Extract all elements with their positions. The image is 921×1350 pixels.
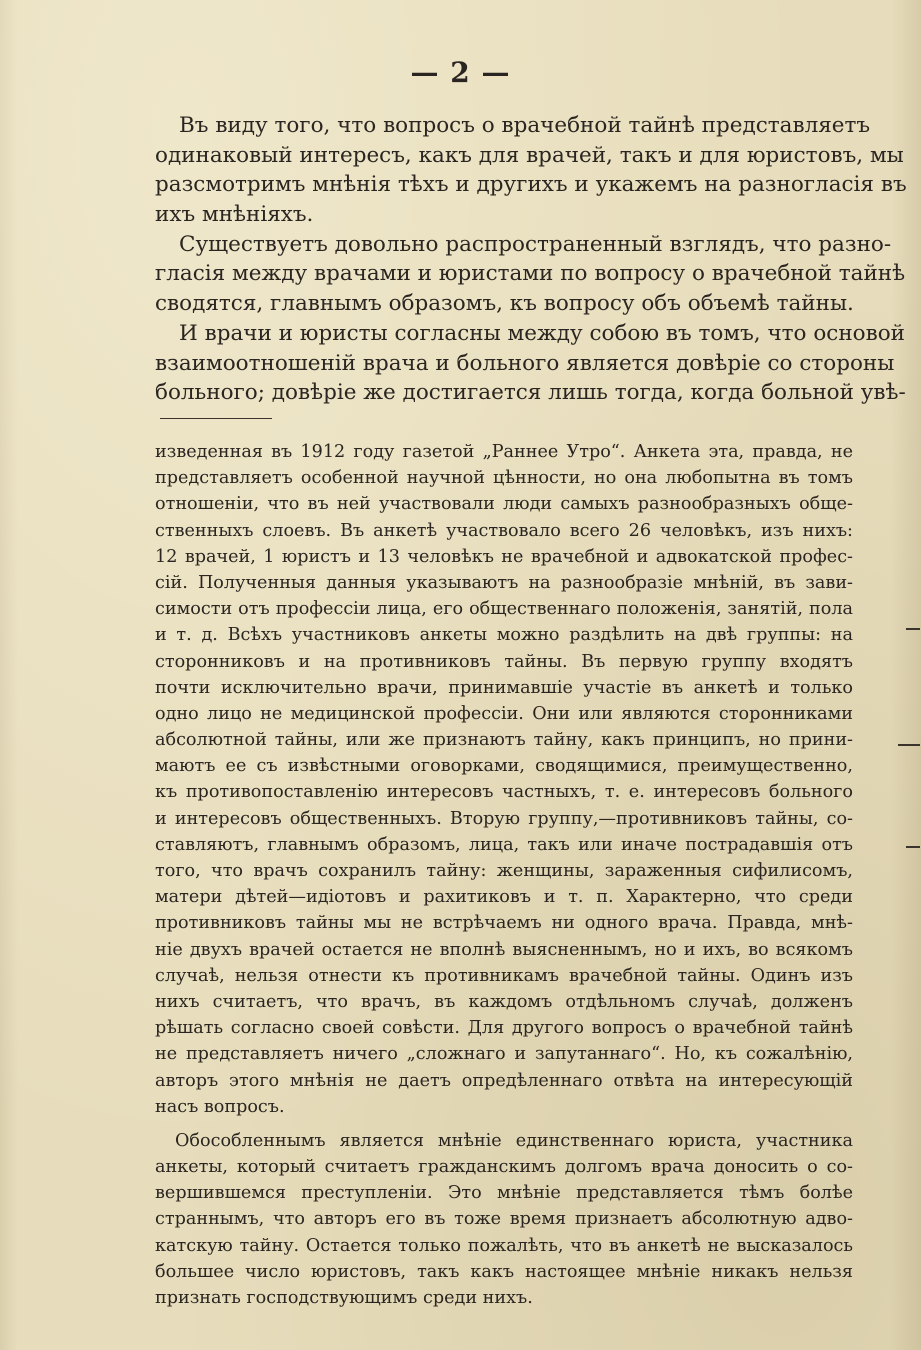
- footnote-line: авторъ этого мнѣнія не даетъ опредѣленнаго отвѣта на интересующій: [155, 1070, 853, 1091]
- footnote-line: нихъ считаетъ, что врачъ, въ каждомъ отдѣльномъ случаѣ, долженъ: [155, 991, 853, 1012]
- footnote-line: катскую тайну. Остается только пожалѣть, что въ анкетѣ не высказалось: [155, 1235, 853, 1256]
- footnote-line: насъ вопросъ.: [155, 1096, 285, 1117]
- footnote-line: симости отъ профессіи лица, его общественнаго положенія, занятій, пола: [155, 599, 853, 620]
- text-line: Существуетъ довольно распространенный взглядъ, что разно-: [179, 231, 892, 257]
- footnote-line: ственныхъ слоевъ. Въ анкетѣ участвовало всего 26 человѣкъ, изъ нихъ:: [155, 520, 853, 541]
- footnote-line: одно лицо не медицинской профессіи. Они или являются сторонниками: [155, 703, 853, 724]
- text-line: гласія между врачами и юристами по вопросу о врачебной тайнѣ: [155, 261, 906, 287]
- footnote-line: и интересовъ общественныхъ. Вторую группу,—противниковъ тайны, со-: [155, 808, 853, 829]
- edge-mark: [898, 744, 920, 746]
- footnote-line: случаѣ, нельзя отнести къ противникамъ врачебной тайны. Одинъ изъ: [155, 965, 853, 986]
- text-line: разсмотримъ мнѣнія тѣхъ и другихъ и укажемъ на разногласія въ: [155, 172, 907, 198]
- footnote-line: вершившемся преступленіи. Это мнѣніе представляется тѣмъ болѣе: [155, 1183, 853, 1204]
- footnote-line: анкеты, который считаетъ гражданскимъ долгомъ врача доносить о со-: [155, 1157, 853, 1178]
- footnote-line: отношеніи, что въ ней участвовали люди самыхъ разнообразныхъ обще-: [155, 494, 853, 515]
- footnote-line: матери дѣтей—идіотовъ и рахитиковъ и т. п. Характерно, что среди: [155, 887, 853, 908]
- text-line: больного; довѣріе же достигается лишь тогда, когда больной увѣ-: [155, 380, 906, 406]
- footnote-line: противниковъ тайны мы не встрѣчаемъ ни одного врача. Правда, мнѣ-: [155, 913, 853, 934]
- footnote-separator: [160, 418, 272, 419]
- text-line: взаимоотношеній врача и больного является довѣріе со стороны: [155, 350, 895, 376]
- footnote-line: изведенная въ 1912 году газетой „Раннее Утро“. Анкета эта, правда, не: [155, 442, 853, 462]
- footnote-line: страннымъ, что авторъ его въ тоже время признаетъ абсолютную адво-: [155, 1209, 853, 1230]
- page-number: — 2 —: [410, 56, 511, 89]
- footnote-line: того, что врачъ сохранилъ тайну: женщины, зараженныя сифилисомъ,: [155, 861, 853, 881]
- footnote-line: абсолютной тайны, или же признаютъ тайну, какъ принципъ, но прини-: [155, 730, 853, 751]
- footnote-line: и т. д. Всѣхъ участниковъ анкеты можно раздѣлить на двѣ группы: на: [155, 625, 853, 646]
- footnote-line: рѣшать согласно своей совѣсти. Для другого вопросъ о врачебной тайнѣ: [155, 1018, 853, 1039]
- text-line: И врачи и юристы согласны между собою въ томъ, что основой: [179, 320, 905, 346]
- footnote-line: маютъ ее съ извѣстными оговорками, сводящимися, преимущественно,: [155, 756, 853, 777]
- footnote-line: сторонниковъ и на противниковъ тайны. Въ первую группу входятъ: [155, 651, 853, 672]
- footnote-line: 12 врачей, 1 юристъ и 13 человѣкъ не врачебной и адвокатской профес-: [155, 546, 853, 567]
- footnote-line: признать господствующимъ среди нихъ.: [155, 1288, 533, 1308]
- footnote-line: ставляютъ, главнымъ образомъ, лица, такъ или иначе пострадавшія отъ: [155, 834, 853, 855]
- footnote-line: Обособленнымъ является мнѣніе единственнаго юриста, участника: [175, 1130, 853, 1151]
- footnote-line: сій. Полученныя данныя указываютъ на разнообразіе мнѣній, въ зави-: [155, 572, 853, 593]
- text-line: Въ виду того, что вопросъ о врачебной тайнѣ представляетъ: [179, 113, 871, 138]
- footnote-line: представляетъ особенной научной цѣнности, но она любопытна въ томъ: [155, 468, 853, 489]
- paragraph-gap: [155, 1120, 853, 1128]
- footnote-line: къ противопоставленію интересовъ частныхъ, т. е. интересовъ больного: [155, 782, 853, 803]
- text-line: ихъ мнѣніяхъ.: [155, 202, 314, 228]
- edge-mark: [906, 628, 920, 630]
- text-line: сводятся, главнымъ образомъ, къ вопросу объ объемѣ тайны.: [155, 291, 854, 317]
- footnote-line: ніе двухъ врачей остается не вполнѣ выясненнымъ, но и ихъ, во всякомъ: [155, 939, 853, 960]
- text-line: одинаковый интересъ, какъ для врачей, такъ и для юристовъ, мы: [155, 142, 904, 168]
- edge-mark: [906, 846, 920, 848]
- footnote-line: почти исключительно врачи, принимавшіе участіе въ анкетѣ и только: [155, 677, 853, 698]
- footnote-text: [155, 439, 853, 1311]
- footnote-line: большее число юристовъ, такъ какъ настоящее мнѣніе никакъ нельзя: [155, 1261, 853, 1282]
- main-text: [155, 111, 907, 408]
- footnote-line: не представляетъ ничего „сложнаго и запутаннаго“. Но, къ сожалѣнію,: [155, 1044, 853, 1065]
